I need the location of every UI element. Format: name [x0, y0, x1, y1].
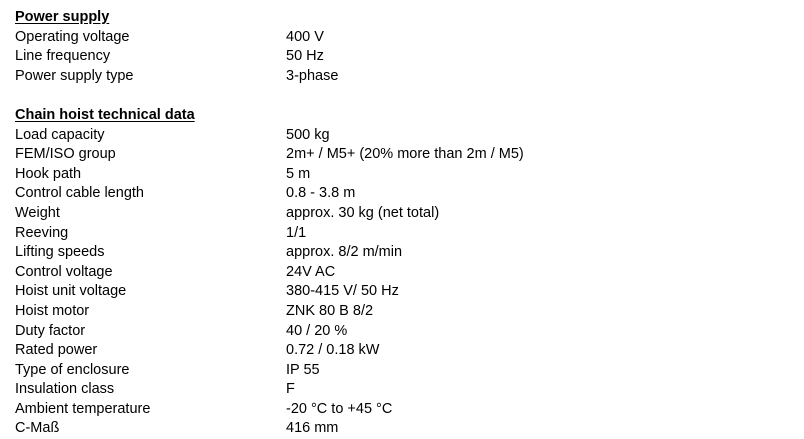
spec-value: 24V AC: [286, 263, 336, 280]
spec-row-lifting-speeds: [15, 243, 795, 263]
spec-value: 380-415 V/ 50 Hz: [286, 283, 399, 300]
spec-row-c-mass: [15, 419, 795, 439]
spec-label: Insulation class: [15, 381, 115, 398]
spec-row-weight: [15, 204, 795, 224]
spec-label: Weight: [15, 204, 60, 221]
spec-row-control-voltage: [15, 263, 795, 283]
spec-value: approx. 8/2 m/min: [286, 244, 403, 261]
spec-row-reeving: [15, 224, 795, 244]
spec-label: Line frequency: [15, 48, 111, 65]
spec-label: Control voltage: [15, 263, 113, 280]
spec-row-hoist-unit-voltage: [15, 282, 795, 302]
spec-label: FEM/ISO group: [15, 146, 116, 163]
spec-label: Hoist unit voltage: [15, 283, 127, 300]
spec-label: Duty factor: [15, 322, 86, 339]
spec-value: 40 / 20 %: [286, 322, 348, 339]
spec-label: Rated power: [15, 342, 98, 359]
spec-label: Ambient temperature: [15, 400, 151, 417]
spec-row-fem-iso-group: [15, 145, 795, 165]
spec-label: Operating voltage: [15, 28, 130, 45]
spec-value: 2m+ / M5+ (20% more than 2m / M5): [286, 146, 524, 163]
spec-label: Lifting speeds: [15, 244, 105, 261]
spec-label: Hook path: [15, 165, 82, 182]
spec-value: 500 kg: [286, 126, 330, 143]
spec-row-duty-factor: [15, 322, 795, 342]
spec-row-rated-power: [15, 341, 795, 361]
spec-label: Reeving: [15, 224, 69, 241]
spec-value: 1/1: [286, 224, 307, 241]
section-spacer: [15, 86, 795, 106]
spec-value: 50 Hz: [286, 48, 324, 65]
spec-sheet: [15, 8, 795, 439]
spec-value: 5 m: [286, 165, 311, 182]
power-supply-heading: Power supply: [15, 9, 110, 25]
spec-row-insulation-class: [15, 380, 795, 400]
spec-value: 400 V: [286, 28, 324, 45]
spec-row-hoist-motor: [15, 302, 795, 322]
spec-row-hook-path: [15, 165, 795, 185]
spec-label: Type of enclosure: [15, 361, 130, 378]
spec-value: 3-phase: [286, 67, 339, 84]
spec-row-ambient-temperature: [15, 400, 795, 420]
spec-label: C-Maß: [15, 420, 60, 437]
spec-row-load-capacity: [15, 126, 795, 146]
spec-value: approx. 30 kg (net total): [286, 204, 440, 221]
spec-row-power-supply-type: [15, 67, 795, 87]
spec-label: Power supply type: [15, 67, 134, 84]
spec-row-control-cable-length: [15, 184, 795, 204]
spec-row-line-frequency: [15, 47, 795, 67]
spec-label: Load capacity: [15, 126, 105, 143]
spec-value: 0.8 - 3.8 m: [286, 185, 356, 202]
spec-value: ZNK 80 B 8/2: [286, 302, 374, 319]
spec-value: 416 mm: [286, 420, 339, 437]
spec-value: -20 °C to +45 °C: [286, 400, 393, 417]
hoist-data-heading: Chain hoist technical data: [15, 106, 195, 123]
spec-value: F: [286, 381, 295, 398]
spec-value: 0.72 / 0.18 kW: [286, 342, 380, 359]
spec-row-operating-voltage: [15, 28, 795, 48]
spec-row-type-of-enclosure: [15, 361, 795, 381]
spec-value: IP 55: [286, 361, 320, 378]
spec-label: Control cable length: [15, 185, 144, 202]
spec-label: Hoist motor: [15, 302, 90, 319]
